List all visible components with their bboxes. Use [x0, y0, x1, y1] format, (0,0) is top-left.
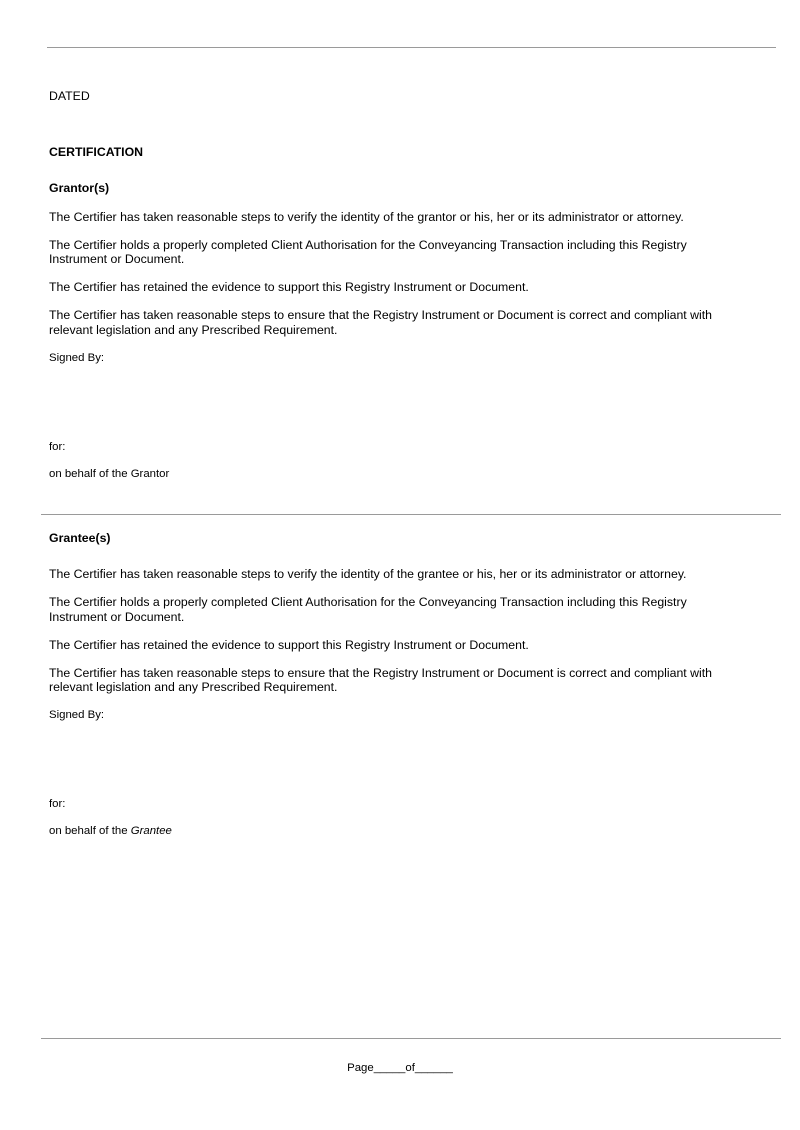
- certification-heading: CERTIFICATION: [49, 145, 144, 159]
- grantor-for-label: for:: [49, 441, 66, 453]
- grantor-signed-by-label: Signed By:: [49, 352, 105, 364]
- grantee-heading: Grantee(s): [49, 531, 111, 545]
- grantee-on-behalf-label: [49, 824, 172, 838]
- page-number-label: Page_____of______: [347, 1062, 453, 1074]
- grantee-on-behalf-party: Grantee: [130, 825, 172, 837]
- dated-label: DATED: [49, 89, 90, 103]
- section-divider: [41, 514, 781, 515]
- grantee-on-behalf-prefix: on behalf of the: [49, 825, 131, 837]
- footer-divider: [41, 1038, 781, 1039]
- top-divider: [47, 47, 776, 48]
- grantor-paragraph-2-line-1: The Certifier holds a properly completed Client Authorisation for the Conveyancing Transaction including this Registry: [49, 238, 687, 252]
- grantor-on-behalf-label: on behalf of the Grantor: [49, 468, 170, 480]
- grantor-paragraph-4-line-1: The Certifier has taken reasonable steps to ensure that the Registry Instrument or Document is correct and compliant with: [49, 308, 712, 322]
- grantee-for-label: for:: [49, 798, 66, 810]
- grantee-signed-by-label: Signed By:: [49, 709, 105, 721]
- grantor-paragraph-1: The Certifier has taken reasonable steps to verify the identity of the grantor or his, her or its administrator or attorney.: [49, 210, 684, 224]
- grantee-paragraph-2-line-1: The Certifier holds a properly completed Client Authorisation for the Conveyancing Transaction including this Registry: [49, 595, 687, 609]
- grantor-paragraph-3: The Certifier has retained the evidence to support this Registry Instrument or Document.: [49, 280, 529, 294]
- grantee-paragraph-3: The Certifier has retained the evidence to support this Registry Instrument or Document.: [49, 638, 529, 652]
- grantee-paragraph-4-line-1: The Certifier has taken reasonable steps to ensure that the Registry Instrument or Document is correct and compliant with: [49, 666, 712, 680]
- grantor-paragraph-2-line-2: Instrument or Document.: [49, 252, 185, 266]
- grantee-paragraph-4-line-2: relevant legislation and any Prescribed Requirement.: [49, 680, 338, 694]
- grantor-paragraph-4-line-2: relevant legislation and any Prescribed Requirement.: [49, 323, 338, 337]
- grantee-paragraph-2-line-2: Instrument or Document.: [49, 610, 185, 624]
- grantor-heading: Grantor(s): [49, 181, 110, 195]
- grantee-paragraph-1: The Certifier has taken reasonable steps to verify the identity of the grantee or his, her or its administrator or attorney.: [49, 567, 687, 581]
